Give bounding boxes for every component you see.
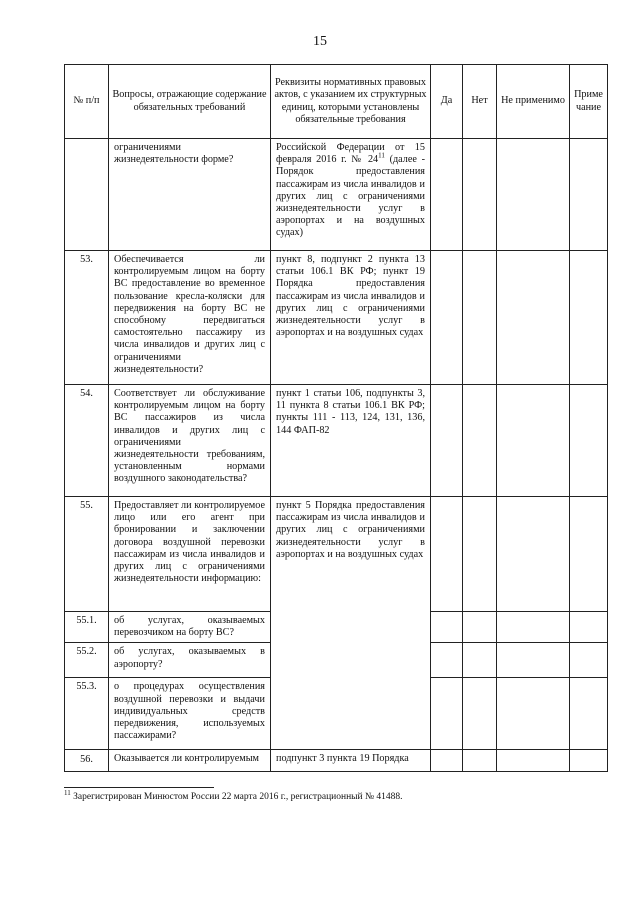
footnote-mark: 11 (64, 788, 71, 797)
no-cell[interactable] (463, 139, 497, 251)
row-num: 56. (65, 750, 109, 772)
row-question: Предоставляет ли контролируемое лицо или его агент при бронировании и заключении договора воздушной перевозки пассажирам из числа инвалидов и других лиц с ограничениями жизнедеятельности информацию: (109, 497, 271, 612)
row-requisites: пункт 1 статьи 106, подпункты 3, 11 пункта 8 статьи 106.1 ВК РФ; пункты 111 - 113, 124, 131, 136, 144 ФАП-82 (271, 385, 431, 497)
row-requisites: пункт 8, подпункт 2 пункта 13 статьи 106.1 ВК РФ; пункт 19 Порядка предоставления пассажирам из числа инвалидов и других лиц с ограничениями жизнедеятельности услуг в аэропортах и на воздушных судах (271, 251, 431, 385)
table-header-row (65, 65, 608, 139)
row-question: Обеспечивается ли контролируемым лицом на борту ВС предоставление во временное пользование кресла-коляски для передвижения на борту ВС не способному передвигаться самостоятельно пассажиру из числа инвалидов и других лиц с ограничениями жизнедеятельности? (109, 251, 271, 385)
note-cell[interactable] (570, 385, 608, 497)
yes-cell[interactable] (431, 643, 463, 678)
row-num: 55. (65, 497, 109, 612)
table-row (65, 251, 608, 385)
row-num: 55.3. (65, 678, 109, 750)
row-question: Оказывается ли контролируемым (109, 750, 271, 772)
row-num: 54. (65, 385, 109, 497)
row-num: 55.1. (65, 612, 109, 643)
note-cell[interactable] (570, 750, 608, 772)
table-row (65, 139, 608, 251)
row-requisites: пункт 5 Порядка предоставления пассажирам из числа инвалидов и других лиц с ограничениями жизнедеятельности услуг в аэропортах и на воздушных судах (271, 497, 431, 750)
not-applicable-cell[interactable] (497, 643, 570, 678)
header-not-applicable: Не применимо (497, 65, 570, 139)
row-num: 53. (65, 251, 109, 385)
note-cell[interactable] (570, 251, 608, 385)
no-cell[interactable] (463, 251, 497, 385)
footnote-ref: 11 (378, 151, 385, 160)
row-question: о процедурах осуществления воздушной перевозки и выдачи индивидуальных средств передвижения, используемых пассажирами? (109, 678, 271, 750)
table-row (65, 497, 608, 612)
footnote-divider (64, 787, 214, 788)
footnote-text: Зарегистрирован Минюстом России 22 марта 2016 г., регистрационный № 41488. (70, 792, 403, 802)
requisites-text: Российской Федерации от 15 февраля 2016 г. № 24 (276, 142, 425, 166)
no-cell[interactable] (463, 497, 497, 612)
yes-cell[interactable] (431, 139, 463, 251)
note-cell[interactable] (570, 643, 608, 678)
not-applicable-cell[interactable] (497, 750, 570, 772)
header-question: Вопросы, отражающие содержание обязательных требований (109, 65, 271, 139)
yes-cell[interactable] (431, 750, 463, 772)
no-cell[interactable] (463, 385, 497, 497)
row-num (65, 139, 109, 251)
table-row (65, 385, 608, 497)
requirements-checklist-table (64, 64, 608, 772)
page-number: 15 (313, 34, 327, 49)
yes-cell[interactable] (431, 385, 463, 497)
row-num: 55.2. (65, 643, 109, 678)
yes-cell[interactable] (431, 678, 463, 750)
note-cell[interactable] (570, 139, 608, 251)
row-question: ограничениями жизнедеятельности форме? (109, 139, 271, 251)
no-cell[interactable] (463, 750, 497, 772)
row-question: об услугах, оказываемых в аэропорту? (109, 643, 271, 678)
not-applicable-cell[interactable] (497, 678, 570, 750)
no-cell[interactable] (463, 678, 497, 750)
not-applicable-cell[interactable] (497, 612, 570, 643)
not-applicable-cell[interactable] (497, 139, 570, 251)
no-cell[interactable] (463, 612, 497, 643)
header-note: Примечание (570, 65, 608, 139)
note-cell[interactable] (570, 678, 608, 750)
requisites-text-continued: (далее - Порядок предоставления пассажирам из числа инвалидов и других лиц с ограничениями жизнедеятельности услуг в аэропортах и на воздушных судах) (276, 154, 425, 239)
row-requisites: подпункт 3 пункта 19 Порядка (271, 750, 431, 772)
row-question: Соответствует ли обслуживание контролируемым лицом на борту ВС пассажиров из числа инвалидов и других лиц с ограничениями жизнедеятельности требованиям, установленным нормами воздушного законодательства? (109, 385, 271, 497)
yes-cell[interactable] (431, 612, 463, 643)
not-applicable-cell[interactable] (497, 385, 570, 497)
note-cell[interactable] (570, 612, 608, 643)
yes-cell[interactable] (431, 497, 463, 612)
header-requisites: Реквизиты нормативных правовых актов, с указанием их структурных единиц, которыми установлены обязательные требования (271, 65, 431, 139)
not-applicable-cell[interactable] (497, 251, 570, 385)
header-num: № п/п (65, 65, 109, 139)
footnote (64, 788, 604, 802)
yes-cell[interactable] (431, 251, 463, 385)
row-question: об услугах, оказываемых перевозчиком на борту ВС? (109, 612, 271, 643)
no-cell[interactable] (463, 643, 497, 678)
not-applicable-cell[interactable] (497, 497, 570, 612)
header-no: Нет (463, 65, 497, 139)
table-row (65, 750, 608, 772)
note-cell[interactable] (570, 497, 608, 612)
row-requisites (271, 139, 431, 251)
header-yes: Да (431, 65, 463, 139)
